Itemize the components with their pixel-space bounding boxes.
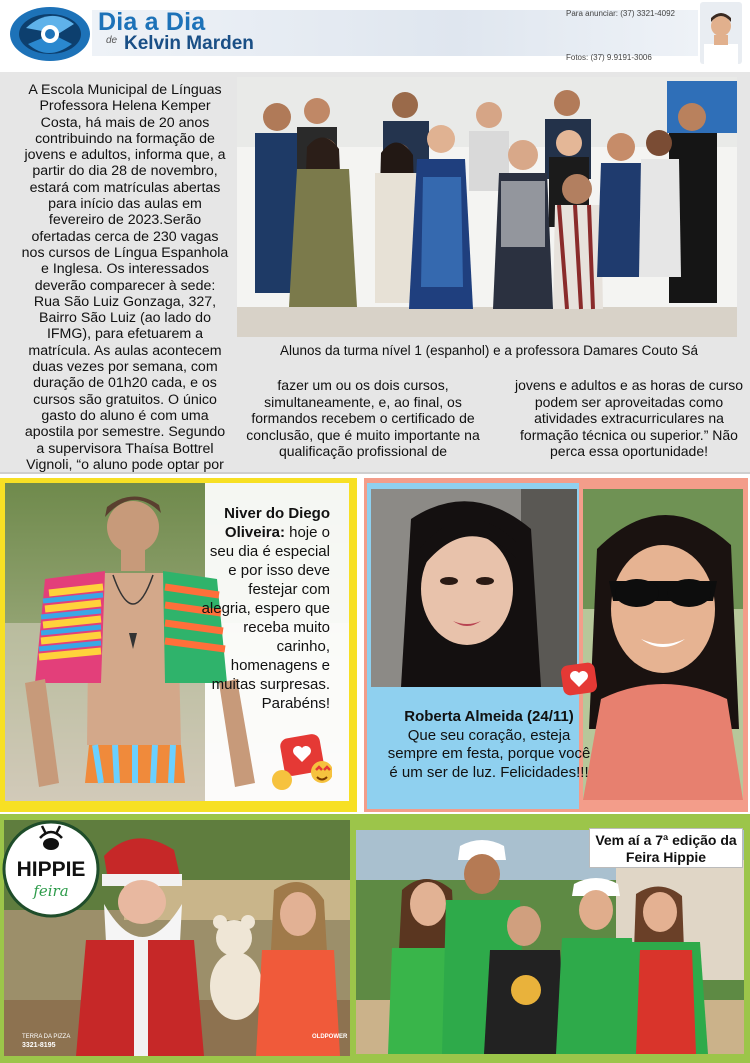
students-photo-caption: Alunos da turma nível 1 (espanhol) e a professora Damares Couto Sá bbox=[280, 343, 698, 358]
camera-lens-logo-icon bbox=[8, 4, 92, 64]
article-column-3: jovens e adultos e as horas de curso podem ser aproveitadas como atividades extracurriculares na formação técnica ou superior.” Não perca essa oportunidade! bbox=[514, 377, 744, 459]
school-article bbox=[0, 72, 750, 474]
feira-hippie-logo bbox=[2, 820, 100, 918]
columnist-avatar bbox=[700, 2, 742, 64]
watermark-phone: 3321-8195 bbox=[22, 1042, 56, 1049]
diego-message: hoje o seu dia é especial e por isso deve festejar com alegria, espero que receba muito carinho, homenagens e muitas surpresas. Parabéns! bbox=[201, 524, 330, 712]
heart-like-icon bbox=[558, 660, 600, 700]
heart-emoji-icon bbox=[268, 732, 332, 792]
brand-preposition: de bbox=[106, 35, 118, 46]
contact-ads: Para anunciar: (37) 3321-4092 bbox=[566, 9, 675, 18]
diego-birthday-text bbox=[200, 504, 330, 713]
contact-photos: Fotos: (37) 9.9191-3006 bbox=[566, 53, 652, 62]
article-lead-text: A Escola Municipal de Línguas Professora Helena Kemper Costa, há mais de 20 anos contribuindo na formação de jovens e adultos, informa que, a partir do dia 28 de novembro, estará com matrículas abertas para início das aulas em fevereiro de 2023.Serão ofertadas cerca de 230 vagas nos cursos de Língua Espanhola e Inglesa. Os interessados deverão comparecer à sede: Rua São Luiz Gonzaga, 327, Bairro São Luiz (ao lado do IFMG), para efetuarem a matrícula. As aulas acontecem duas vezes por semana, com duração de 01h20 cada, e os cursos são gratuitos. O único gasto do aluno é com uma apostila por semestre. Segundo a supervisora Thaísa Bottrel Vignoli, “o aluno pode optar por bbox=[21, 82, 229, 473]
article-column-2: fazer um ou os dois cursos, simultaneamente, e, ao final, os formandos recebem o certificado de conclusão, que é muito importante na qualificação profissional de bbox=[246, 377, 480, 459]
roberta-birthday-text bbox=[384, 708, 594, 782]
watermark-brand: OLDPOWER bbox=[312, 1034, 348, 1040]
page-header bbox=[0, 0, 750, 72]
diego-name: Niver do Diego Oliveira: bbox=[224, 505, 330, 541]
feira-hippie-promo-box: Vem aí a 7ª edição da Feira Hippie bbox=[589, 828, 743, 868]
logo-feira-text: feira bbox=[33, 882, 69, 900]
roberta-message: Que seu coração, esteja sempre em festa, porque você é um ser de luz. Felicidades!!! bbox=[387, 726, 591, 781]
logo-hippie-text: HIPPIE bbox=[16, 858, 86, 881]
roberta-photo-1 bbox=[371, 489, 577, 687]
watermark-pizza: TERRA DA PIZZA bbox=[22, 1034, 71, 1040]
brand-title: Dia a Dia bbox=[98, 8, 206, 36]
students-group-photo bbox=[237, 77, 737, 337]
brand-name: Kelvin Marden bbox=[124, 33, 254, 54]
roberta-name: Roberta Almeida (24/11) bbox=[404, 708, 574, 725]
roberta-photo-2 bbox=[583, 489, 743, 800]
